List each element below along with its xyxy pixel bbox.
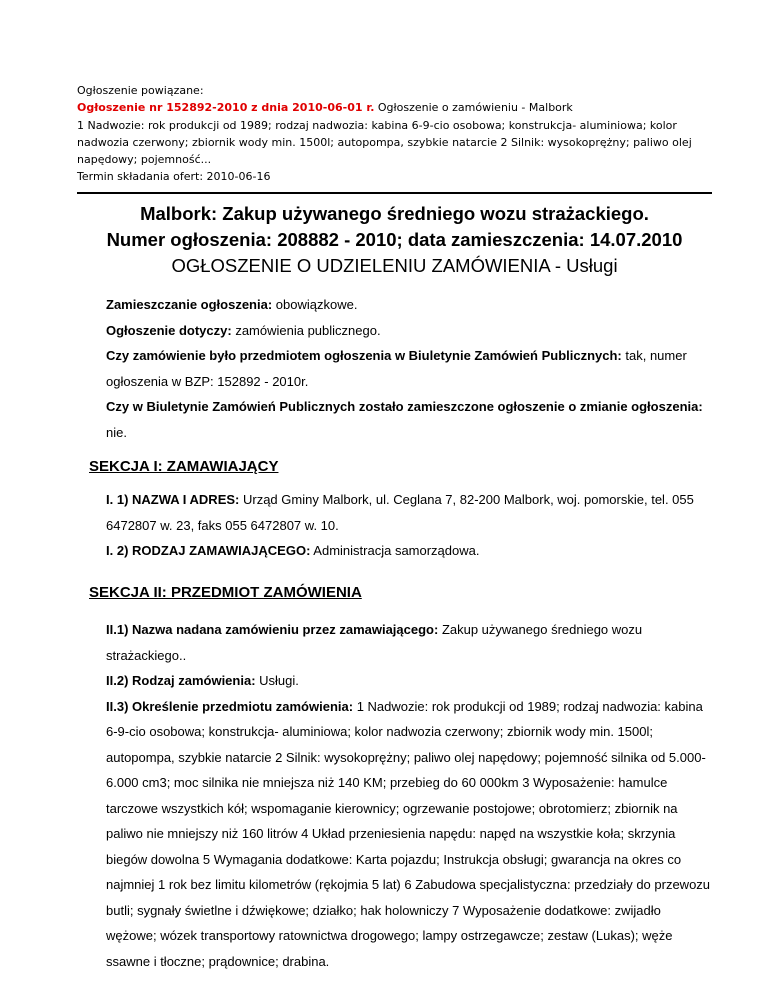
section-1-heading: SEKCJA I: ZAMAWIAJĄCY: [89, 458, 279, 475]
field-label: Czy w Biuletynie Zamówień Publicznych zostało zamieszczone ogłoszenie o zmianie ogłoszenia:: [106, 399, 703, 414]
related-heading: Ogłoszenie powiązane:: [77, 84, 204, 97]
field-value: obowiązkowe.: [272, 297, 358, 312]
notice-title: [77, 201, 712, 279]
field-label: II.1) Nazwa nadana zamówieniu przez zamawiającego:: [106, 622, 439, 637]
title-line-number: Numer ogłoszenia: 208882 - 2010; data zamieszczenia: 14.07.2010: [106, 229, 683, 250]
related-summary: 1 Nadwozie: rok produkcji od 1989; rodzaj nadwozia: kabina 6-9-cio osobowa; konstrukcja- aluminiowa; kolor nadwozia czerwony; zbiornik wody min. 1500l; autopompa, szybkie natarcie 2 Silnik: wysokoprężny; paliwo olej napędowy; pojemność...: [77, 118, 692, 167]
section-2-heading: SEKCJA II: PRZEDMIOT ZAMÓWIENIA: [89, 584, 362, 601]
field-value: Zakup używanego średniego wozu strażackiego..: [106, 622, 643, 663]
field-order-type: [106, 668, 714, 694]
section-2-fields: [106, 617, 714, 974]
field-contracting-type: [106, 538, 714, 564]
field-bzp-published: [106, 343, 714, 394]
field-order-name: [106, 617, 714, 668]
field-value: Urząd Gminy Malbork, ul. Ceglana 7, 82-200 Malbork, woj. pomorskie, tel. 055 6472807 w. 23, faks 055 6472807 w. 10.: [106, 492, 694, 533]
field-label: II.3) Określenie przedmiotu zamówienia:: [106, 698, 354, 714]
field-label: Ogłoszenie dotyczy:: [106, 322, 232, 338]
field-value: Administracja samorządowa.: [310, 543, 480, 558]
field-value: zamówienia publicznego.: [231, 322, 381, 338]
field-label: II.2) Rodzaj zamówienia:: [106, 673, 256, 688]
field-label: I. 2) RODZAJ ZAMAWIAJĄCEGO:: [106, 543, 311, 558]
title-line-subject: Malbork: Zakup używanego średniego wozu strażackiego.: [140, 203, 649, 224]
field-label: Czy zamówienie było przedmiotem ogłoszenia w Biuletynie Zamówień Publicznych:: [106, 348, 622, 363]
horizontal-divider: [77, 192, 712, 194]
field-value: tak, numer ogłoszenia w BZP: 152892 - 2010r.: [106, 348, 687, 389]
field-label: Zamieszczanie ogłoszenia:: [106, 297, 273, 312]
field-order-description: [106, 694, 714, 975]
field-bzp-change: [106, 394, 714, 445]
related-deadline: Termin składania ofert: 2010-06-16: [77, 170, 271, 184]
related-notice: [77, 82, 727, 186]
field-value: nie.: [106, 424, 127, 440]
field-name-address: [106, 487, 714, 538]
section-1-fields: [106, 487, 714, 564]
related-notice-link[interactable]: Ogłoszenie nr 152892-2010 z dnia 2010-06-01 r.: [77, 101, 375, 115]
field-publication: [106, 292, 714, 318]
field-value: 1 Nadwozie: rok produkcji od 1989; rodzaj nadwozia: kabina 6-9-cio osobowa; konstrukcja- aluminiowa; kolor nadwozia czerwony; zbiornik wody min. 1500l; autopompa, szybkie natarcie 2 Silnik: wysokoprężny; paliwo olej napędowy; pojemność silnika od 5.000-6.000 cm3; moc silnika nie mniejsza niż 140 KM; przebieg do 60 000km 3 Wyposażenie: hamulce tarczowe wszystkich kół; wspomaganie kierownicy; ogrzewanie postojowe; obrotomierz; zbiornik na paliwo nie mniejszy niż 160 litrów 4 Układ przeniesienia napędu: napęd na wszystkie koła; skrzynia biegów dowolna 5 Wymagania dodatkowe: Karta pojazdu; Instrukcja obsługi; gwarancja na okres co najmniej 1 rok bez limitu kilometrów (rękojmia 5 lat) 6 Zabudowa specjalistyczna: przedziały do przewozu butli; sygnały świetlne i dźwiękowe; działko; hak holowniczy 7 Wyposażenie dodatkowe: zwijadło wężowe; wózek transportowy ratownictwa drogowego; lampy ostrzegawcze; zestaw (Lukas); węże ssawne i tłoczne; prądownice; drabina.: [106, 698, 711, 969]
intro-fields: [106, 292, 714, 445]
field-label: I. 1) NAZWA I ADRES:: [106, 492, 240, 507]
related-notice-line: [77, 99, 727, 116]
related-notice-type: Ogłoszenie o zamówieniu - Malbork: [374, 101, 573, 115]
field-concerns: [106, 318, 714, 344]
title-line-type: OGŁOSZENIE O UDZIELENIU ZAMÓWIENIA - Usługi: [171, 255, 618, 276]
field-value: Usługi.: [255, 673, 299, 688]
